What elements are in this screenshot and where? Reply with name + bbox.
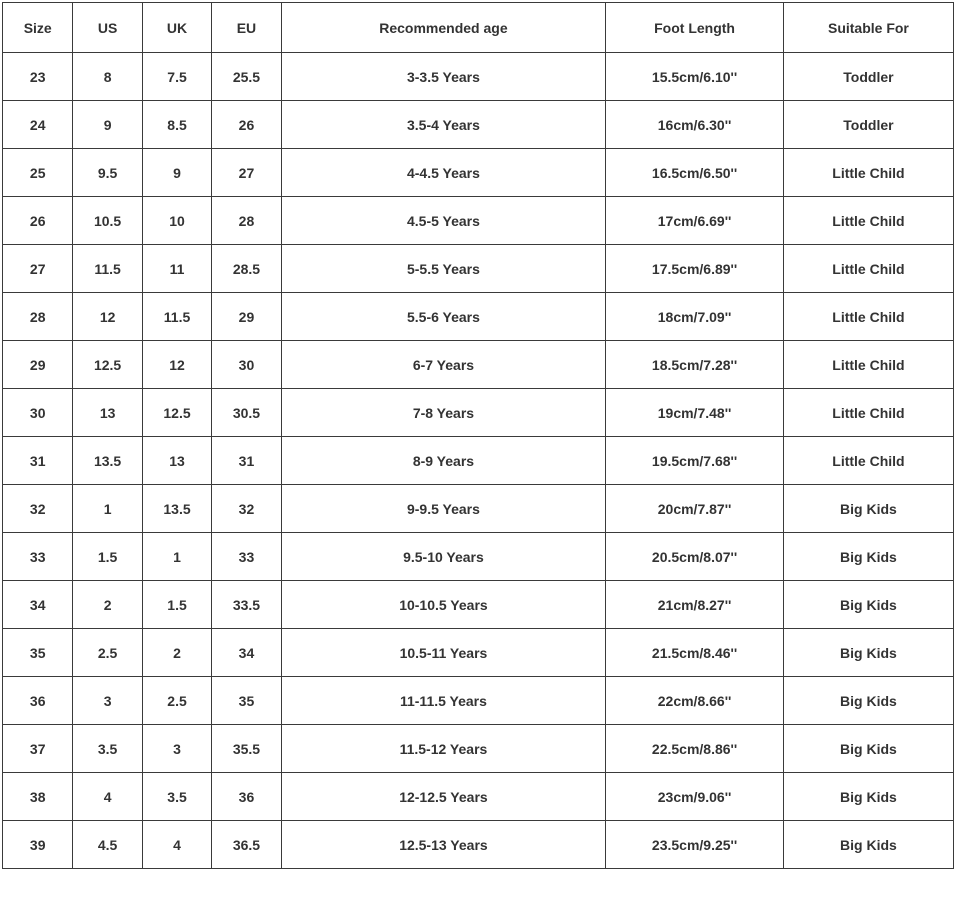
cell-us: 3.5 bbox=[73, 725, 142, 773]
cell-uk: 11.5 bbox=[142, 293, 211, 341]
cell-us: 12 bbox=[73, 293, 142, 341]
cell-uk: 9 bbox=[142, 149, 211, 197]
cell-uk: 1 bbox=[142, 533, 211, 581]
cell-size: 29 bbox=[3, 341, 73, 389]
cell-recommended-age: 11.5-12 Years bbox=[281, 725, 606, 773]
cell-us: 8 bbox=[73, 53, 142, 101]
cell-foot-length: 18cm/7.09'' bbox=[606, 293, 784, 341]
cell-size: 36 bbox=[3, 677, 73, 725]
cell-suitable-for: Big Kids bbox=[783, 485, 953, 533]
cell-size: 39 bbox=[3, 821, 73, 869]
header-recommended-age: Recommended age bbox=[281, 3, 606, 53]
cell-us: 3 bbox=[73, 677, 142, 725]
cell-eu: 32 bbox=[212, 485, 281, 533]
cell-foot-length: 20.5cm/8.07'' bbox=[606, 533, 784, 581]
cell-foot-length: 23.5cm/9.25'' bbox=[606, 821, 784, 869]
cell-us: 9.5 bbox=[73, 149, 142, 197]
cell-recommended-age: 10.5-11 Years bbox=[281, 629, 606, 677]
cell-recommended-age: 5.5-6 Years bbox=[281, 293, 606, 341]
cell-eu: 33 bbox=[212, 533, 281, 581]
cell-foot-length: 21.5cm/8.46'' bbox=[606, 629, 784, 677]
cell-size: 32 bbox=[3, 485, 73, 533]
cell-size: 26 bbox=[3, 197, 73, 245]
cell-uk: 2.5 bbox=[142, 677, 211, 725]
cell-suitable-for: Big Kids bbox=[783, 821, 953, 869]
cell-suitable-for: Big Kids bbox=[783, 773, 953, 821]
table-row bbox=[3, 677, 954, 725]
cell-eu: 25.5 bbox=[212, 53, 281, 101]
cell-size: 33 bbox=[3, 533, 73, 581]
cell-eu: 36.5 bbox=[212, 821, 281, 869]
cell-foot-length: 17cm/6.69'' bbox=[606, 197, 784, 245]
cell-foot-length: 22cm/8.66'' bbox=[606, 677, 784, 725]
cell-uk: 12 bbox=[142, 341, 211, 389]
cell-foot-length: 18.5cm/7.28'' bbox=[606, 341, 784, 389]
cell-size: 34 bbox=[3, 581, 73, 629]
cell-suitable-for: Little Child bbox=[783, 149, 953, 197]
cell-recommended-age: 3-3.5 Years bbox=[281, 53, 606, 101]
cell-size: 28 bbox=[3, 293, 73, 341]
cell-suitable-for: Little Child bbox=[783, 197, 953, 245]
cell-size: 30 bbox=[3, 389, 73, 437]
cell-suitable-for: Little Child bbox=[783, 437, 953, 485]
cell-us: 1 bbox=[73, 485, 142, 533]
cell-eu: 35.5 bbox=[212, 725, 281, 773]
cell-uk: 13 bbox=[142, 437, 211, 485]
cell-eu: 27 bbox=[212, 149, 281, 197]
cell-recommended-age: 6-7 Years bbox=[281, 341, 606, 389]
cell-us: 12.5 bbox=[73, 341, 142, 389]
cell-us: 10.5 bbox=[73, 197, 142, 245]
cell-foot-length: 19.5cm/7.68'' bbox=[606, 437, 784, 485]
cell-recommended-age: 4.5-5 Years bbox=[281, 197, 606, 245]
cell-uk: 8.5 bbox=[142, 101, 211, 149]
table-row bbox=[3, 389, 954, 437]
cell-uk: 7.5 bbox=[142, 53, 211, 101]
cell-foot-length: 19cm/7.48'' bbox=[606, 389, 784, 437]
cell-suitable-for: Little Child bbox=[783, 245, 953, 293]
cell-size: 35 bbox=[3, 629, 73, 677]
cell-foot-length: 16.5cm/6.50'' bbox=[606, 149, 784, 197]
table-row bbox=[3, 293, 954, 341]
header-eu: EU bbox=[212, 3, 281, 53]
cell-recommended-age: 11-11.5 Years bbox=[281, 677, 606, 725]
cell-uk: 11 bbox=[142, 245, 211, 293]
header-size: Size bbox=[3, 3, 73, 53]
cell-uk: 13.5 bbox=[142, 485, 211, 533]
cell-uk: 2 bbox=[142, 629, 211, 677]
cell-recommended-age: 9.5-10 Years bbox=[281, 533, 606, 581]
cell-us: 1.5 bbox=[73, 533, 142, 581]
table-row bbox=[3, 437, 954, 485]
cell-foot-length: 23cm/9.06'' bbox=[606, 773, 784, 821]
cell-us: 13.5 bbox=[73, 437, 142, 485]
cell-uk: 12.5 bbox=[142, 389, 211, 437]
cell-us: 2.5 bbox=[73, 629, 142, 677]
table-row bbox=[3, 533, 954, 581]
cell-eu: 30.5 bbox=[212, 389, 281, 437]
table-row bbox=[3, 485, 954, 533]
cell-suitable-for: Toddler bbox=[783, 53, 953, 101]
cell-us: 4.5 bbox=[73, 821, 142, 869]
cell-size: 37 bbox=[3, 725, 73, 773]
table-row bbox=[3, 581, 954, 629]
cell-uk: 10 bbox=[142, 197, 211, 245]
table-row bbox=[3, 149, 954, 197]
cell-recommended-age: 12-12.5 Years bbox=[281, 773, 606, 821]
cell-eu: 34 bbox=[212, 629, 281, 677]
table-row bbox=[3, 725, 954, 773]
table-row bbox=[3, 821, 954, 869]
cell-size: 38 bbox=[3, 773, 73, 821]
cell-suitable-for: Big Kids bbox=[783, 677, 953, 725]
cell-eu: 30 bbox=[212, 341, 281, 389]
table-row bbox=[3, 245, 954, 293]
header-uk: UK bbox=[142, 3, 211, 53]
cell-foot-length: 15.5cm/6.10'' bbox=[606, 53, 784, 101]
cell-eu: 35 bbox=[212, 677, 281, 725]
cell-foot-length: 22.5cm/8.86'' bbox=[606, 725, 784, 773]
table-row bbox=[3, 341, 954, 389]
cell-suitable-for: Little Child bbox=[783, 341, 953, 389]
cell-eu: 29 bbox=[212, 293, 281, 341]
table-row bbox=[3, 101, 954, 149]
cell-us: 13 bbox=[73, 389, 142, 437]
cell-us: 4 bbox=[73, 773, 142, 821]
table-row bbox=[3, 629, 954, 677]
cell-suitable-for: Big Kids bbox=[783, 581, 953, 629]
cell-recommended-age: 12.5-13 Years bbox=[281, 821, 606, 869]
cell-size: 27 bbox=[3, 245, 73, 293]
cell-uk: 3 bbox=[142, 725, 211, 773]
cell-us: 9 bbox=[73, 101, 142, 149]
table-row bbox=[3, 53, 954, 101]
cell-uk: 4 bbox=[142, 821, 211, 869]
cell-size: 23 bbox=[3, 53, 73, 101]
cell-eu: 26 bbox=[212, 101, 281, 149]
size-chart-table bbox=[2, 2, 954, 869]
table-row bbox=[3, 773, 954, 821]
header-foot-length: Foot Length bbox=[606, 3, 784, 53]
cell-size: 24 bbox=[3, 101, 73, 149]
cell-recommended-age: 7-8 Years bbox=[281, 389, 606, 437]
cell-eu: 28.5 bbox=[212, 245, 281, 293]
cell-recommended-age: 9-9.5 Years bbox=[281, 485, 606, 533]
cell-suitable-for: Toddler bbox=[783, 101, 953, 149]
cell-recommended-age: 10-10.5 Years bbox=[281, 581, 606, 629]
header-suitable-for: Suitable For bbox=[783, 3, 953, 53]
cell-foot-length: 17.5cm/6.89'' bbox=[606, 245, 784, 293]
cell-eu: 28 bbox=[212, 197, 281, 245]
cell-suitable-for: Big Kids bbox=[783, 725, 953, 773]
cell-suitable-for: Little Child bbox=[783, 389, 953, 437]
header-us: US bbox=[73, 3, 142, 53]
cell-eu: 33.5 bbox=[212, 581, 281, 629]
cell-size: 31 bbox=[3, 437, 73, 485]
cell-suitable-for: Big Kids bbox=[783, 533, 953, 581]
cell-eu: 36 bbox=[212, 773, 281, 821]
cell-recommended-age: 4-4.5 Years bbox=[281, 149, 606, 197]
table-row bbox=[3, 197, 954, 245]
cell-foot-length: 20cm/7.87'' bbox=[606, 485, 784, 533]
cell-suitable-for: Big Kids bbox=[783, 629, 953, 677]
cell-foot-length: 16cm/6.30'' bbox=[606, 101, 784, 149]
cell-us: 2 bbox=[73, 581, 142, 629]
cell-recommended-age: 8-9 Years bbox=[281, 437, 606, 485]
cell-foot-length: 21cm/8.27'' bbox=[606, 581, 784, 629]
cell-us: 11.5 bbox=[73, 245, 142, 293]
table-header-row bbox=[3, 3, 954, 53]
cell-suitable-for: Little Child bbox=[783, 293, 953, 341]
cell-size: 25 bbox=[3, 149, 73, 197]
cell-recommended-age: 5-5.5 Years bbox=[281, 245, 606, 293]
cell-uk: 3.5 bbox=[142, 773, 211, 821]
cell-eu: 31 bbox=[212, 437, 281, 485]
cell-recommended-age: 3.5-4 Years bbox=[281, 101, 606, 149]
cell-uk: 1.5 bbox=[142, 581, 211, 629]
